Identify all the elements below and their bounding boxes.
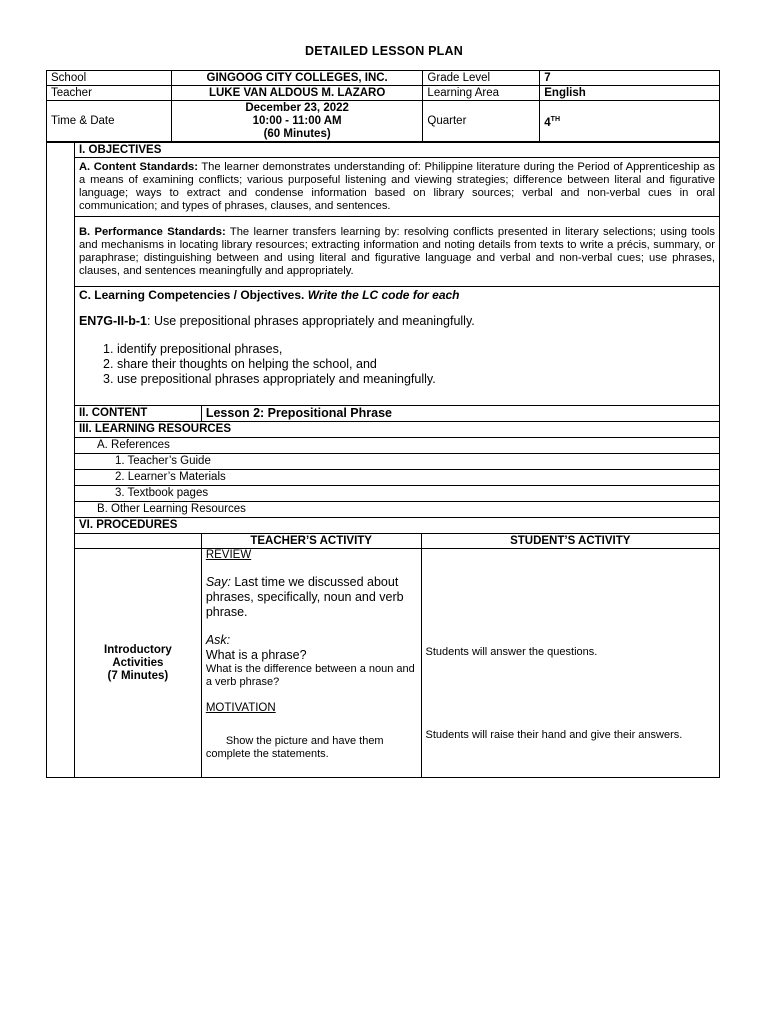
content-standards-cell xyxy=(74,158,719,217)
say-block xyxy=(206,575,417,620)
teachers-guide-row: 1. Teacher’s Guide xyxy=(74,454,719,470)
area-label: Learning Area xyxy=(423,86,540,101)
learners-materials-row: 2. Learner’s Materials xyxy=(74,470,719,486)
time-label: Time & Date xyxy=(47,101,172,142)
objective-item: 3. use prepositional phrases appropriately and meaningfully. xyxy=(117,372,715,387)
intro-label-1: Introductory xyxy=(104,643,172,656)
quarter-value-cell xyxy=(540,101,720,142)
ask-label: Ask: xyxy=(205,633,231,647)
school-label: School xyxy=(47,71,172,86)
document-title: DETAILED LESSON PLAN xyxy=(305,44,463,58)
competency-note: Write the LC code for each xyxy=(304,288,460,302)
intro-label-3: (7 Minutes) xyxy=(107,669,169,682)
time-value: 10:00 - 11:00 AM xyxy=(252,114,342,127)
student-answer-2: Students will raise their hand and give their answers. xyxy=(425,729,683,741)
student-activity-header: STUDENT’S ACTIVITY xyxy=(421,534,720,549)
competencies-cell xyxy=(74,287,719,406)
resources-heading: III. LEARNING RESOURCES xyxy=(74,422,719,438)
school-value: GINGOOG CITY COLLEGES, INC. xyxy=(171,71,423,86)
objective-item: 1. identify prepositional phrases, xyxy=(117,342,715,357)
content-heading: II. CONTENT xyxy=(74,406,201,422)
header-table xyxy=(46,70,720,142)
performance-standards-cell xyxy=(74,217,719,287)
review-label: REVIEW xyxy=(205,549,252,561)
say-label: Say: xyxy=(205,575,231,589)
grade-value: 7 xyxy=(540,71,720,86)
say-text: Last time we discussed about phrases, specifically, noun and verb phrase. xyxy=(205,575,404,619)
objective-list xyxy=(79,342,715,387)
content-standards-text: The learner demonstrates understanding of: Philippine literature during the Period of Apprenticeship as a means of examining conflicts; various purposeful listening and viewing strategies; difference between literal and figurative language; ways to extract and condense information based on library sources; verbal and non-verbal cues in oral communication; and types of phrases, clauses, and sentences. xyxy=(78,161,715,212)
objectives-heading: I. OBJECTIVES xyxy=(74,143,719,158)
other-resources-row: B. Other Learning Resources xyxy=(74,502,719,518)
student-activity-cell xyxy=(421,549,720,778)
area-value: English xyxy=(540,86,720,101)
competency-label: C. Learning Competencies / Objectives. xyxy=(78,288,305,302)
content-standards-label: A. Content Standards: xyxy=(78,161,198,173)
time-date-cell xyxy=(171,101,423,142)
teacher-label: Teacher xyxy=(47,86,172,101)
ask-question-2: What is the difference between a noun and a verb phrase? xyxy=(205,663,415,688)
performance-standards-label: B. Performance Standards: xyxy=(78,225,226,238)
lc-code: EN7G-II-b-1 xyxy=(78,314,148,328)
ask-question-1: What is a phrase? xyxy=(205,648,307,662)
motivation-label: MOTIVATION xyxy=(205,702,276,714)
teacher-value: LUKE VAN ALDOUS M. LAZARO xyxy=(171,86,423,101)
duration-value: (60 Minutes) xyxy=(263,127,331,140)
date-value: December 23, 2022 xyxy=(245,101,349,114)
textbook-pages-row: 3. Textbook pages xyxy=(74,486,719,502)
quarter-label: Quarter xyxy=(423,101,540,142)
procedures-heading: VI. PROCEDURES xyxy=(74,518,719,534)
intro-label-2: Activities xyxy=(112,656,164,669)
teacher-activity-header: TEACHER’S ACTIVITY xyxy=(201,534,421,549)
procedures-blank-cell xyxy=(74,534,201,549)
grade-label: Grade Level xyxy=(423,71,540,86)
lesson-table xyxy=(46,142,720,778)
introductory-activities-cell xyxy=(74,549,201,778)
references-row: A. References xyxy=(74,438,719,454)
show-picture-text: Show the picture and have them complete the statements. xyxy=(205,735,384,760)
quarter-sup: TH xyxy=(550,115,561,123)
lesson-title: Lesson 2: Prepositional Phrase xyxy=(201,406,719,422)
teacher-activity-cell xyxy=(201,549,421,778)
quarter-value: 4 xyxy=(544,116,551,129)
left-margin-cell xyxy=(47,143,75,778)
performance-standards-text: The learner transfers learning by: resolving conflicts presented in literary selections; using tools and mechanisms in locating library resources; extracting information and noting details from texts to write a précis, summary, or paraphrase; distinguishing between and using literal and figurative language and verbal and non-verbal cues; use phrases, clauses, and sentences meaningfully and appropriately. xyxy=(78,225,715,277)
objective-item: 2. share their thoughts on helping the school, and xyxy=(117,357,715,372)
student-answer-1: Students will answer the questions. xyxy=(425,646,598,658)
lc-text: : Use prepositional phrases appropriately and meaningfully. xyxy=(147,314,475,328)
